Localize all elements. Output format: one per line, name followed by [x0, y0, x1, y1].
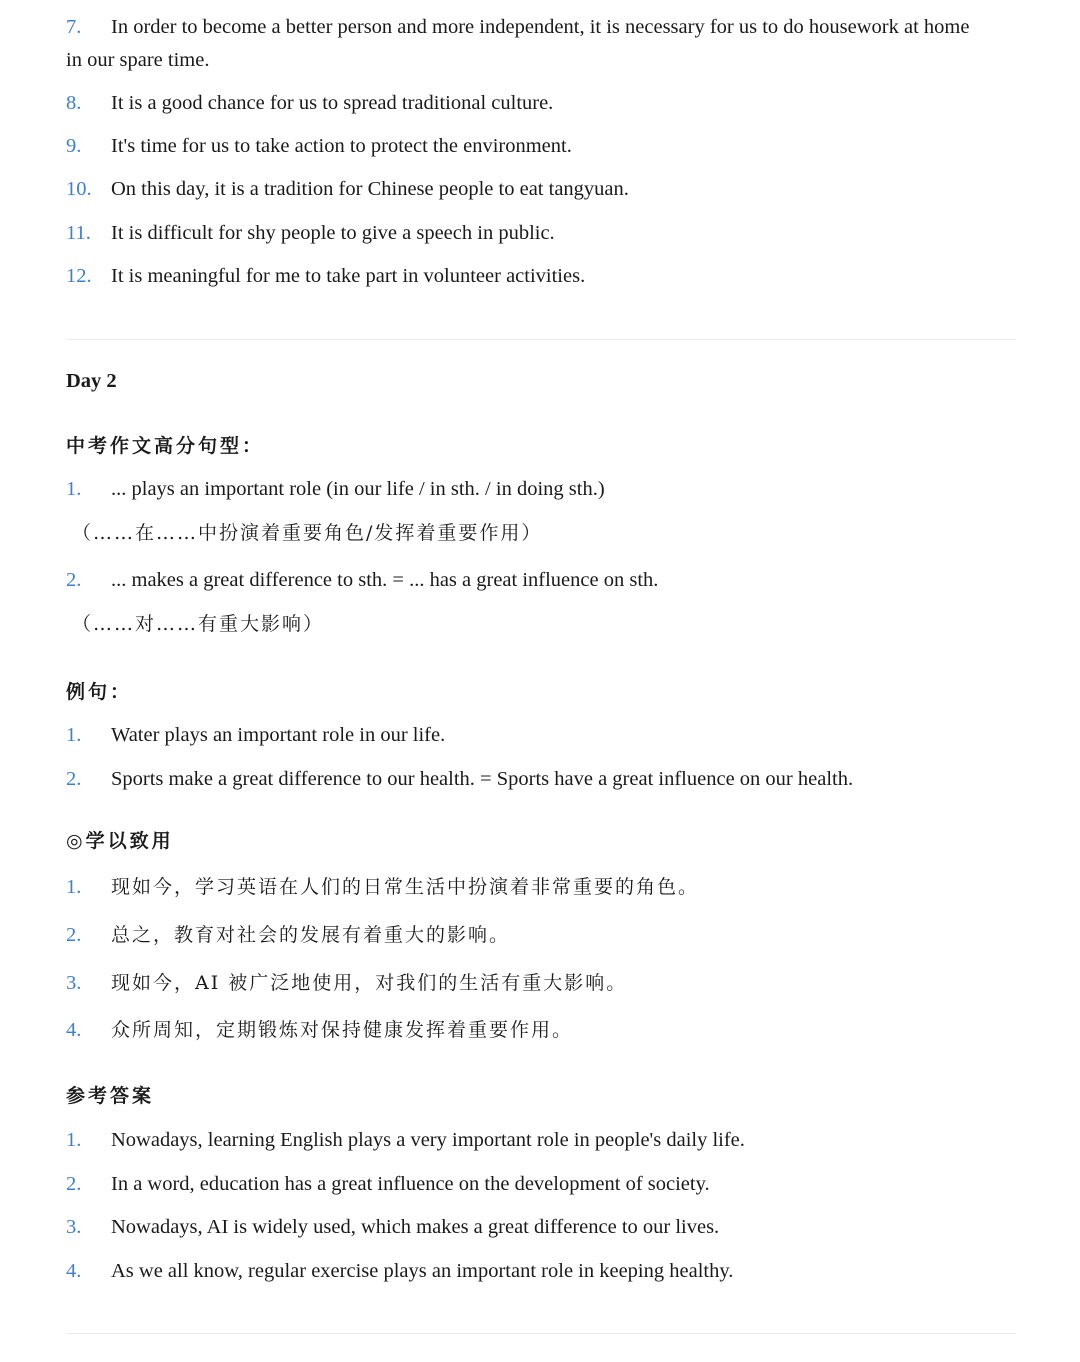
item-text: As we all know, regular exercise plays an important role in keeping healthy. — [111, 1260, 734, 1282]
item-text: In order to become a better person and more independent, it is necessary for us to do housework at home in our spare time. — [66, 16, 970, 71]
item-number: 7. — [66, 16, 82, 38]
item-text: ... makes a great difference to sth. = ... has a great influence on sth. — [111, 569, 659, 591]
item-number: 2. — [66, 569, 82, 591]
item-text: ... plays an important role (in our life / in sth. / in doing sth.) — [111, 478, 605, 500]
list-item — [66, 967, 1016, 1000]
item-number: 8. — [66, 92, 82, 114]
item-text: 现如今，学习英语在人们的日常生活中扮演着非常重要的角色。 — [111, 876, 700, 898]
pattern-translation: （……在……中扮演着重要角色/发挥着重要作用） — [72, 522, 543, 544]
item-number: 9. — [66, 135, 82, 157]
list-item — [66, 87, 1016, 120]
list-item — [66, 564, 1016, 597]
item-text: 众所周知，定期锻炼对保持健康发挥着重要作用。 — [111, 1019, 574, 1041]
item-text: It's time for us to take action to protect the environment. — [111, 135, 572, 157]
item-number: 1. — [66, 724, 82, 746]
item-text: Nowadays, learning English plays a very important role in people's daily life. — [111, 1129, 745, 1151]
item-number: 3. — [66, 972, 82, 994]
list-item — [66, 1168, 1016, 1201]
practice-heading: ◎学以致用 — [66, 830, 174, 852]
list-item — [66, 1255, 1016, 1288]
item-text: Sports make a great difference to our health. = Sports have a great influence on our health. — [111, 768, 854, 790]
list-item — [66, 217, 1016, 250]
section-divider — [66, 339, 1016, 340]
item-text: Nowadays, AI is widely used, which makes a great difference to our lives. — [111, 1216, 720, 1238]
item-text: 现如今，AI 被广泛地使用，对我们的生活有重大影响。 — [111, 972, 628, 994]
list-item — [66, 473, 1016, 506]
item-text: It is difficult for shy people to give a speech in public. — [111, 222, 555, 244]
item-number: 2. — [66, 768, 82, 790]
list-item — [66, 11, 976, 77]
list-item — [66, 1124, 1016, 1157]
examples-heading: 例句： — [66, 681, 133, 703]
item-text: It is a good chance for us to spread traditional culture. — [111, 92, 554, 114]
item-text: In a word, education has a great influence on the development of society. — [111, 1173, 710, 1195]
item-number: 12. — [66, 265, 92, 287]
answers-heading: 参考答案 — [66, 1085, 155, 1107]
section-divider — [66, 1333, 1016, 1334]
list-item — [66, 173, 1016, 206]
item-number: 2. — [66, 924, 82, 946]
item-text: On this day, it is a tradition for Chinese people to eat tangyuan. — [111, 178, 629, 200]
list-item — [66, 719, 1016, 752]
list-item — [66, 1211, 1016, 1244]
item-number: 2. — [66, 1173, 82, 1195]
pattern-translation: （……对……有重大影响） — [72, 613, 325, 635]
list-item — [66, 763, 1016, 796]
item-number: 1. — [66, 1129, 82, 1151]
item-number: 4. — [66, 1260, 82, 1282]
item-number: 3. — [66, 1216, 82, 1238]
list-item — [66, 260, 1016, 293]
list-item — [66, 130, 1016, 163]
patterns-heading: 中考作文高分句型： — [66, 435, 265, 457]
list-item — [66, 871, 1016, 904]
item-text: Water plays an important role in our life. — [111, 724, 446, 746]
item-text: It is meaningful for me to take part in volunteer activities. — [111, 265, 586, 287]
item-text: 总之，教育对社会的发展有着重大的影响。 — [111, 924, 511, 946]
item-number: 1. — [66, 478, 82, 500]
list-item — [66, 1014, 1016, 1047]
item-number: 1. — [66, 876, 82, 898]
section-title: Day 2 — [66, 370, 117, 392]
item-number: 11. — [66, 222, 91, 244]
item-number: 4. — [66, 1019, 82, 1041]
list-item — [66, 919, 1016, 952]
item-number: 10. — [66, 178, 92, 200]
